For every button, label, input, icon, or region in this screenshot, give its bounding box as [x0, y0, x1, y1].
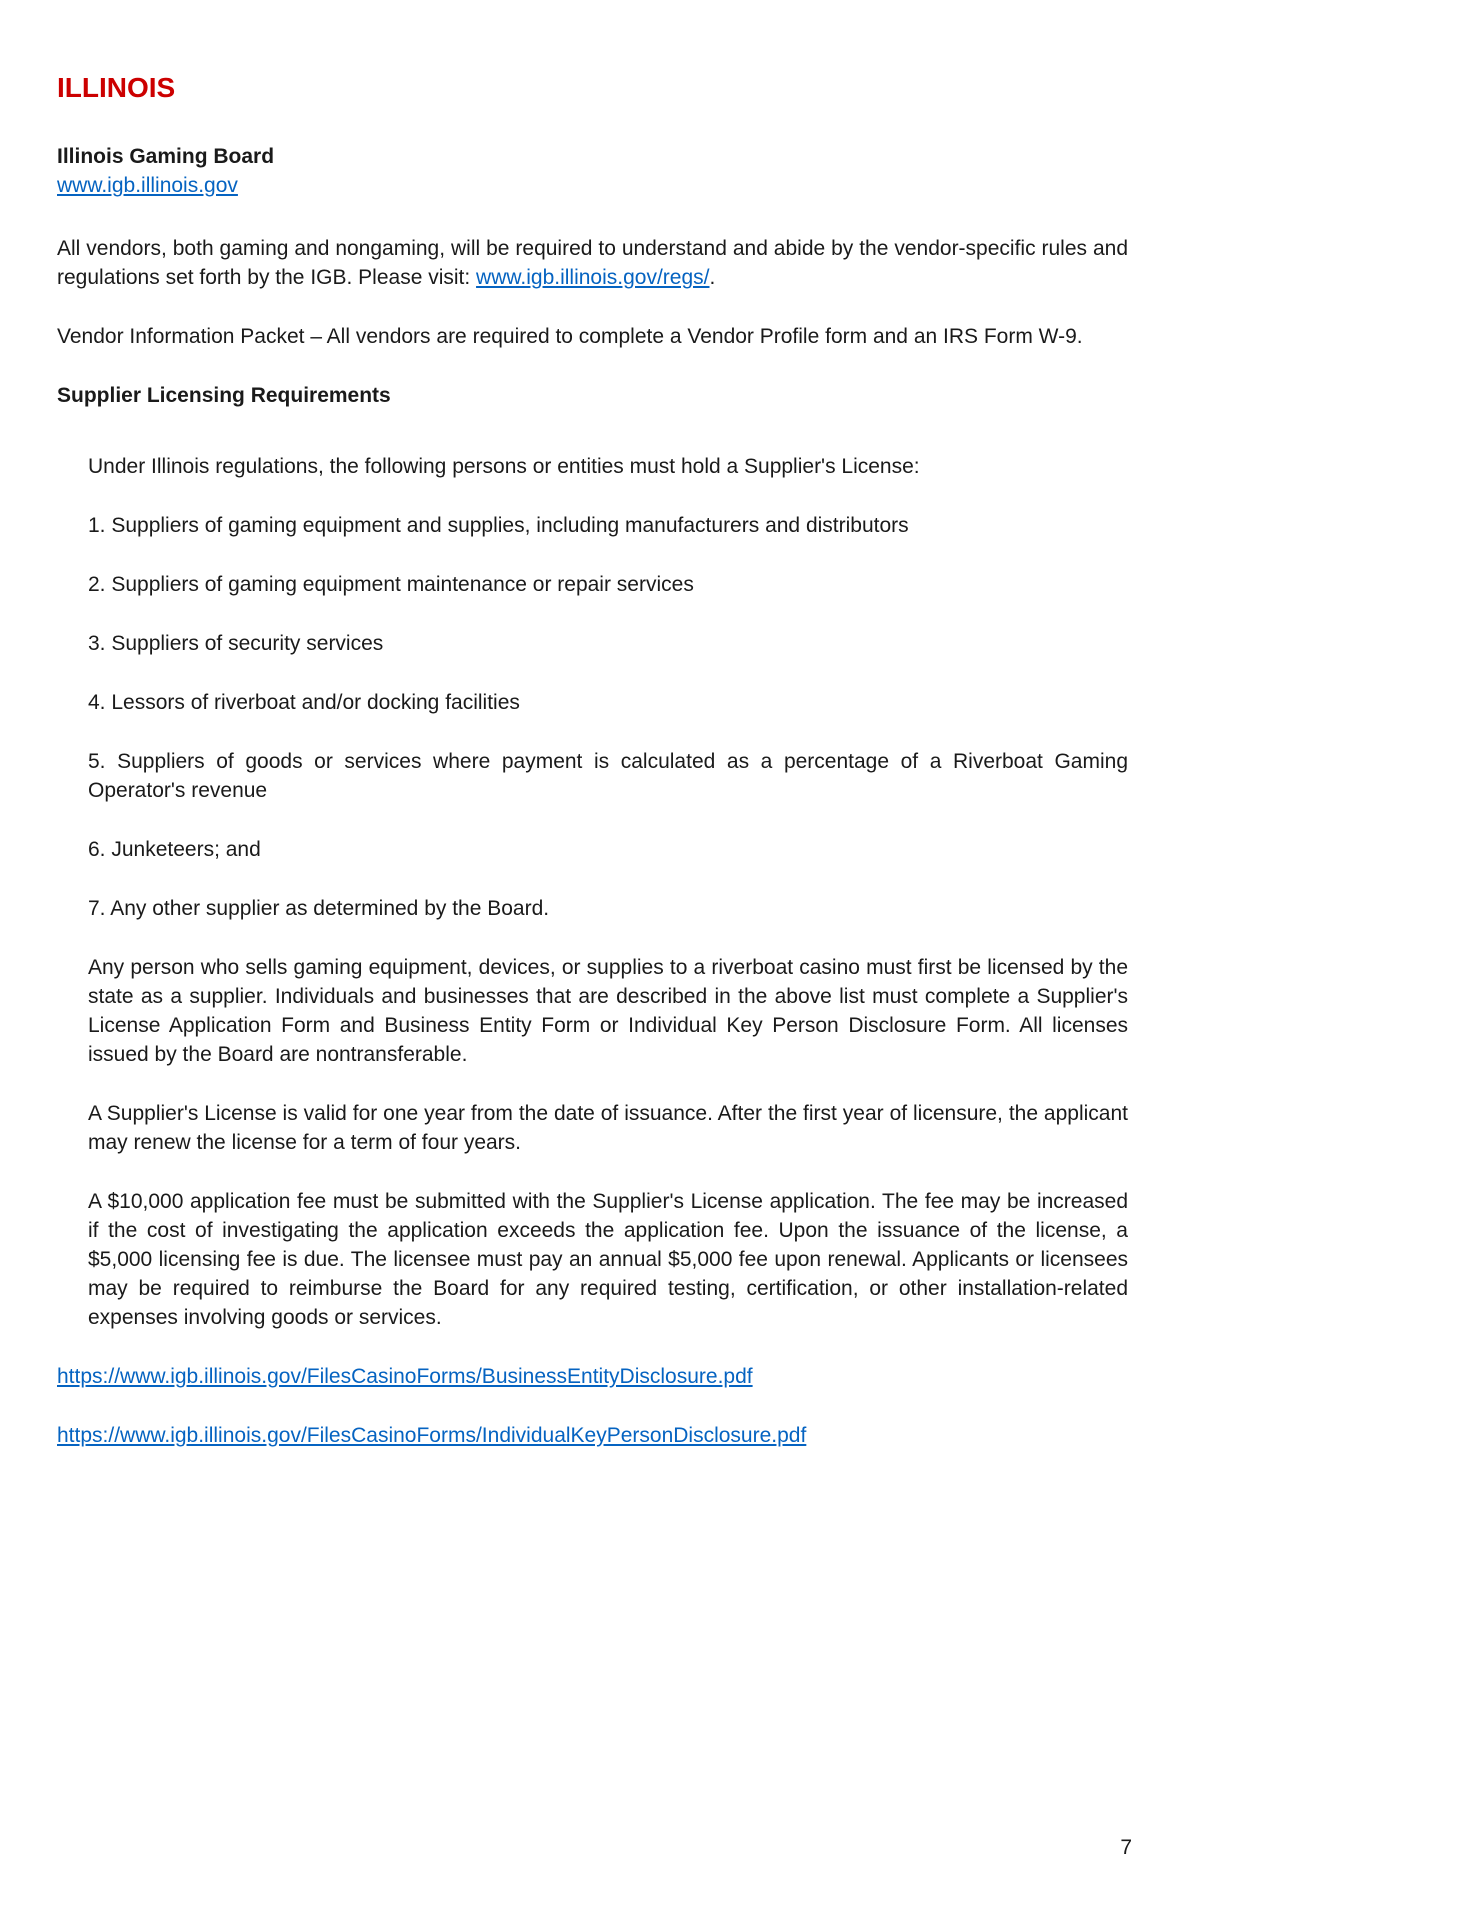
regs-link[interactable]: www.igb.illinois.gov/regs/: [476, 266, 710, 289]
supplier-licensing-heading: Supplier Licensing Requirements: [57, 384, 391, 407]
any-person-paragraph: Any person who sells gaming equipment, devices, or supplies to a riverboat casino must first be licensed by the state as a supplier. Individuals and businesses that are described in the above list must complete a Supplier's License Application Form and Business Entity Form or Individual Key Person Disclosure Form. All licenses issued by the Board are nontransferable.: [88, 956, 1128, 1066]
org-name: Illinois Gaming Board: [57, 145, 275, 168]
list-item-6: 6. Junketeers; and: [88, 838, 261, 861]
list-item-7: 7. Any other supplier as determined by the Board.: [88, 897, 550, 920]
license-validity-paragraph: A Supplier's License is valid for one year from the date of issuance. After the first year of licensure, the applicant may renew the license for a term of four years.: [88, 1102, 1128, 1154]
page-title: ILLINOIS: [57, 72, 176, 103]
business-entity-link-line: [57, 1362, 1128, 1391]
org-website-link[interactable]: www.igb.illinois.gov: [57, 174, 238, 197]
application-fee-paragraph: A $10,000 application fee must be submitted with the Supplier's License application. The fee may be increased if the cost of investigating the application exceeds the application fee. Upon the issuance of the license, a $5,000 licensing fee is due. The licensee must pay an annual $5,000 fee upon renewal. Applicants or licensees may be required to reimburse the Board for any required testing, certification, or other installation-related expenses involving goods or services.: [88, 1190, 1128, 1329]
list-item-5: 5. Suppliers of goods or services where payment is calculated as a percentage of a Riverboat Gaming Operator's revenue: [88, 750, 1128, 802]
under-regulations-paragraph: Under Illinois regulations, the following persons or entities must hold a Supplier's License:: [88, 455, 920, 478]
org-link-line: [57, 171, 1128, 200]
list-item-4: 4. Lessors of riverboat and/or docking facilities: [88, 691, 520, 714]
page-number: 7: [1120, 1836, 1132, 1859]
vendor-rules-period: .: [709, 266, 716, 289]
individual-key-person-disclosure-link[interactable]: https://www.igb.illinois.gov/FilesCasinoForms/IndividualKeyPersonDisclosure.pdf: [57, 1424, 807, 1447]
vendor-rules-paragraph: [57, 234, 1128, 292]
vendor-packet-paragraph: Vendor Information Packet – All vendors are required to complete a Vendor Profile form and an IRS Form W-9.: [57, 325, 1083, 348]
individual-key-person-link-line: [57, 1421, 1128, 1450]
licensing-section: [57, 452, 1128, 1332]
org-block: [57, 142, 1128, 200]
vendor-rules-text: All vendors, both gaming and nongaming, will be required to understand and abide by the vendor-specific rules and regulations set forth by the IGB. Please visit:: [57, 237, 1128, 289]
business-entity-disclosure-link[interactable]: https://www.igb.illinois.gov/FilesCasinoForms/BusinessEntityDisclosure.pdf: [57, 1365, 753, 1388]
list-item-2: 2. Suppliers of gaming equipment maintenance or repair services: [88, 573, 694, 596]
list-item-3: 3. Suppliers of security services: [88, 632, 384, 655]
list-item-1: 1. Suppliers of gaming equipment and supplies, including manufacturers and distributors: [88, 514, 909, 537]
